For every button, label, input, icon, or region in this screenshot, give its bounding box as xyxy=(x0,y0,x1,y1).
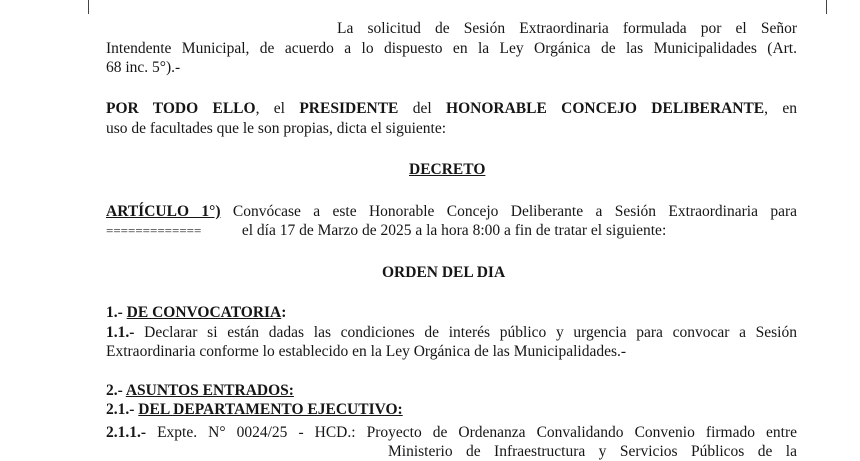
intro-line-2: Intendente Municipal, de acuerdo a lo dispuesto en la Ley Orgánica de las Municipalidades (Art. xyxy=(106,40,797,57)
articulo-text-2: el día 17 de Marzo de 2025 a la hora 8:00 a fin de tratar el siguiente: xyxy=(241,222,667,239)
page-edge-mark-right xyxy=(826,0,827,14)
sec1-num: 1.- xyxy=(106,304,123,321)
sec1-item-line-2: Extraordinaria conforme lo establecido en la Ley Orgánica de las Municipalidades.- xyxy=(106,343,627,360)
por-todo-t3: , en xyxy=(764,100,797,117)
por-todo-line-1 xyxy=(106,100,797,118)
articulo-label: ARTÍCULO 1°) xyxy=(106,203,221,220)
por-todo-t2: del xyxy=(398,100,447,117)
sec1-item-text-1: Declarar si están dadas las condiciones de interés público y urgencia para convocar a Sesión xyxy=(144,324,797,341)
sec2-title: ASUNTOS ENTRADOS: xyxy=(125,382,294,399)
decreto-heading: DECRETO xyxy=(409,161,486,178)
sec2-item-text-1: Expte. N° 0024/25 - HCD.: Proyecto de Ordenanza Convalidando Convenio firmado entre xyxy=(157,424,797,441)
concejo-text: HONORABLE CONCEJO DELIBERANTE xyxy=(446,100,765,117)
sec1-heading xyxy=(106,304,286,322)
articulo-line-2 xyxy=(106,222,666,240)
sec1-item-num: 1.1.- xyxy=(106,324,135,341)
page-edge-mark-left xyxy=(88,0,89,14)
articulo-rule: ============= xyxy=(106,223,202,238)
sec2-sub-title: DEL DEPARTAMENTO EJECUTIVO: xyxy=(138,401,403,418)
por-todo-t1: , el xyxy=(255,100,300,117)
sec2-subheading xyxy=(106,401,403,419)
articulo-text-1: Convócase a este Honorable Concejo Deliberante a Sesión Extraordinaria para xyxy=(232,203,797,220)
sec2-item-line-2: Ministerio de Infraestructura y Servicios Públicos de la xyxy=(388,443,797,460)
sec2-heading xyxy=(106,382,294,400)
sec2-item-line-1 xyxy=(106,424,797,442)
sec1-item-line-1 xyxy=(106,324,797,342)
intro-line-3: 68 inc. 5°).- xyxy=(106,59,181,76)
sec1-colon: : xyxy=(281,304,287,321)
intro-line-1: La solicitud de Sesión Extraordinaria formulada por el Señor xyxy=(337,20,797,37)
por-todo-lead: POR TODO ELLO xyxy=(106,100,256,117)
orden-heading: ORDEN DEL DIA xyxy=(382,264,506,281)
sec2-num: 2.- xyxy=(106,382,123,399)
presidente-text: PRESIDENTE xyxy=(299,100,399,117)
sec2-sub-num: 2.1.- xyxy=(106,401,135,418)
por-todo-line-2: uso de facultades que le son propias, dicta el siguiente: xyxy=(106,120,447,137)
articulo-line-1 xyxy=(106,203,797,221)
sec1-title: DE CONVOCATORIA xyxy=(126,304,282,321)
sec2-item-num: 2.1.1.- xyxy=(106,424,147,441)
